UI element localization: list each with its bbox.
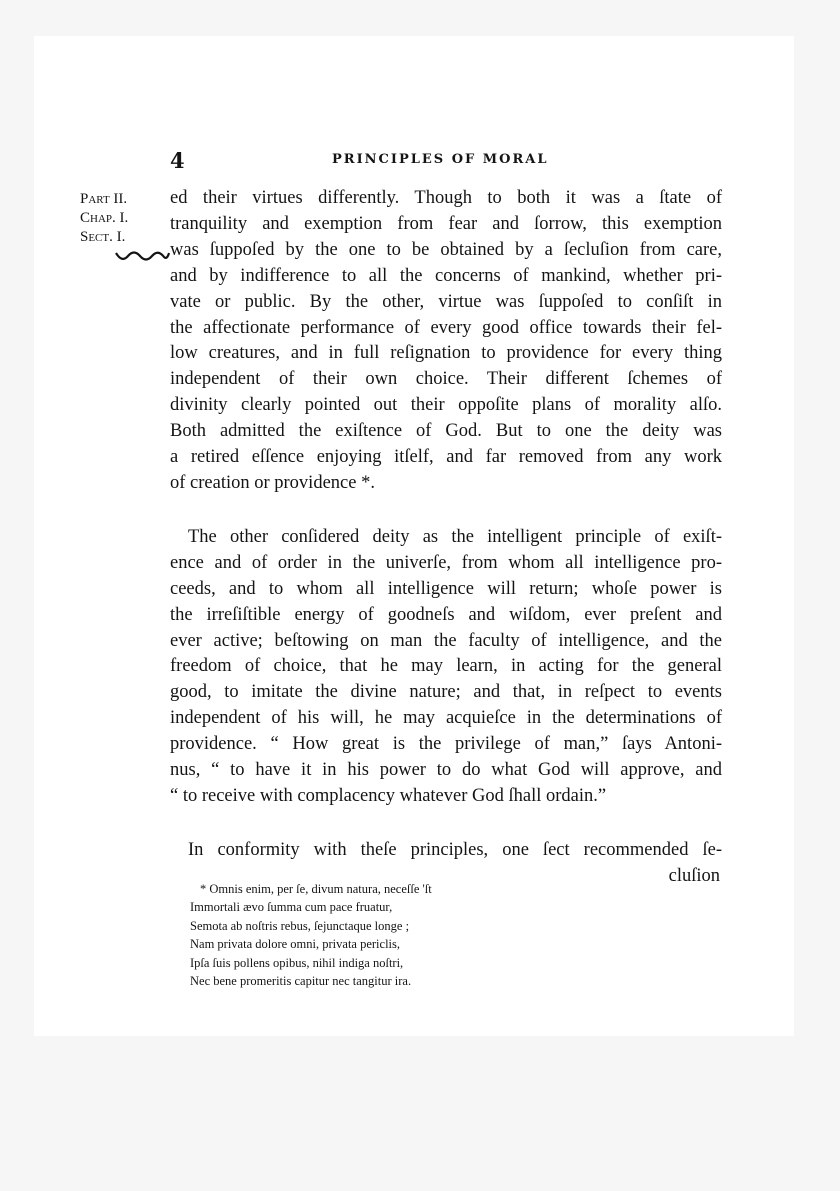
- margin-note-part: Part II.: [80, 191, 128, 207]
- margin-note-section: Sect. I.: [80, 229, 126, 245]
- text-line: low creatures, and in full reſignation to providence for every thing: [170, 343, 722, 364]
- catchword: cluſion: [668, 865, 720, 886]
- text-line: ceeds, and to whom all intelligence will return; whoſe power is: [170, 578, 722, 599]
- text-line: nus, “ to have it in his power to do what God will approve, and: [170, 760, 722, 781]
- text-line: divinity clearly pointed out their oppoſite plans of morality alſo.: [170, 395, 722, 416]
- text-line: tranquility and exemption from fear and ſorrow, this exemption: [170, 213, 722, 234]
- text-line: Both admitted the exiſtence of God. But to one the deity was: [170, 421, 722, 442]
- text-line: The other conſidered deity as the intelligent principle of exiſt-: [188, 526, 722, 547]
- body-text: [170, 186, 722, 890]
- footnote-line: Immortali ævo ſumma cum pace fruatur,: [190, 900, 393, 915]
- text-line: the irreſiſtible energy of goodneſs and wiſdom, ever preſent and: [170, 604, 722, 625]
- footnote-line: Nec bene promeritis capitur nec tangitur ira.: [190, 974, 412, 989]
- text-line: freedom of choice, that he may learn, in acting for the general: [170, 656, 722, 677]
- text-line: and by indifference to all the concerns of mankind, whether pri-: [170, 265, 722, 286]
- text-line: ed their virtues differently. Though to both it was a ſtate of: [170, 188, 722, 208]
- text-line: of creation or providence *.: [170, 472, 375, 493]
- wave-ornament-icon: [114, 249, 170, 268]
- text-line: “ to receive with complacency whatever God ſhall ordain.”: [170, 785, 607, 806]
- text-line: independent of his will, he may acquieſce in the determinations of: [170, 708, 722, 729]
- text-line: In conformity with theſe principles, one ſect recommended ſe-: [188, 839, 722, 860]
- footnote: [190, 880, 590, 990]
- margin-note-chapter: Chap. I.: [80, 210, 129, 226]
- footnote-line: Ipſa ſuis pollens opibus, nihil indiga noſtri,: [190, 955, 404, 970]
- text-line: vate or public. By the other, virtue was ſuppoſed to conſiſt in: [170, 291, 722, 312]
- margin-note: [80, 190, 170, 268]
- paragraph-2: [170, 525, 722, 810]
- text-line: providence. “ How great is the privilege of man,” ſays Antoni-: [170, 734, 722, 755]
- paragraph-1: [170, 186, 722, 497]
- text-line: a retired eſſence enjoying itſelf, and far removed from any work: [170, 447, 722, 468]
- running-title: PRINCIPLES OF MORAL: [332, 152, 549, 167]
- text-line: good, to imitate the divine nature; and that, in reſpect to events: [170, 682, 722, 703]
- page-number: 4: [170, 148, 185, 173]
- text-line: ever active; beſtowing on man the faculty of intelligence, and the: [170, 630, 722, 651]
- text-line: ence and of order in the univerſe, from whom all intelligence pro-: [170, 552, 722, 573]
- text-line: was ſuppoſed by the one to be obtained by a ſecluſion from care,: [170, 239, 722, 260]
- text-line: the affectionate performance of every good office towards their fel-: [170, 317, 722, 338]
- footnote-line: Nam privata dolore omni, privata periclis,: [190, 937, 401, 952]
- page-header: [0, 148, 840, 172]
- footnote-line: Semota ab noſtris rebus, ſejunctaque longe ;: [190, 918, 410, 933]
- footnote-line: * Omnis enim, per ſe, divum natura, neceſſe 'ſt: [200, 882, 432, 896]
- text-line: independent of their own choice. Their different ſchemes of: [170, 369, 722, 390]
